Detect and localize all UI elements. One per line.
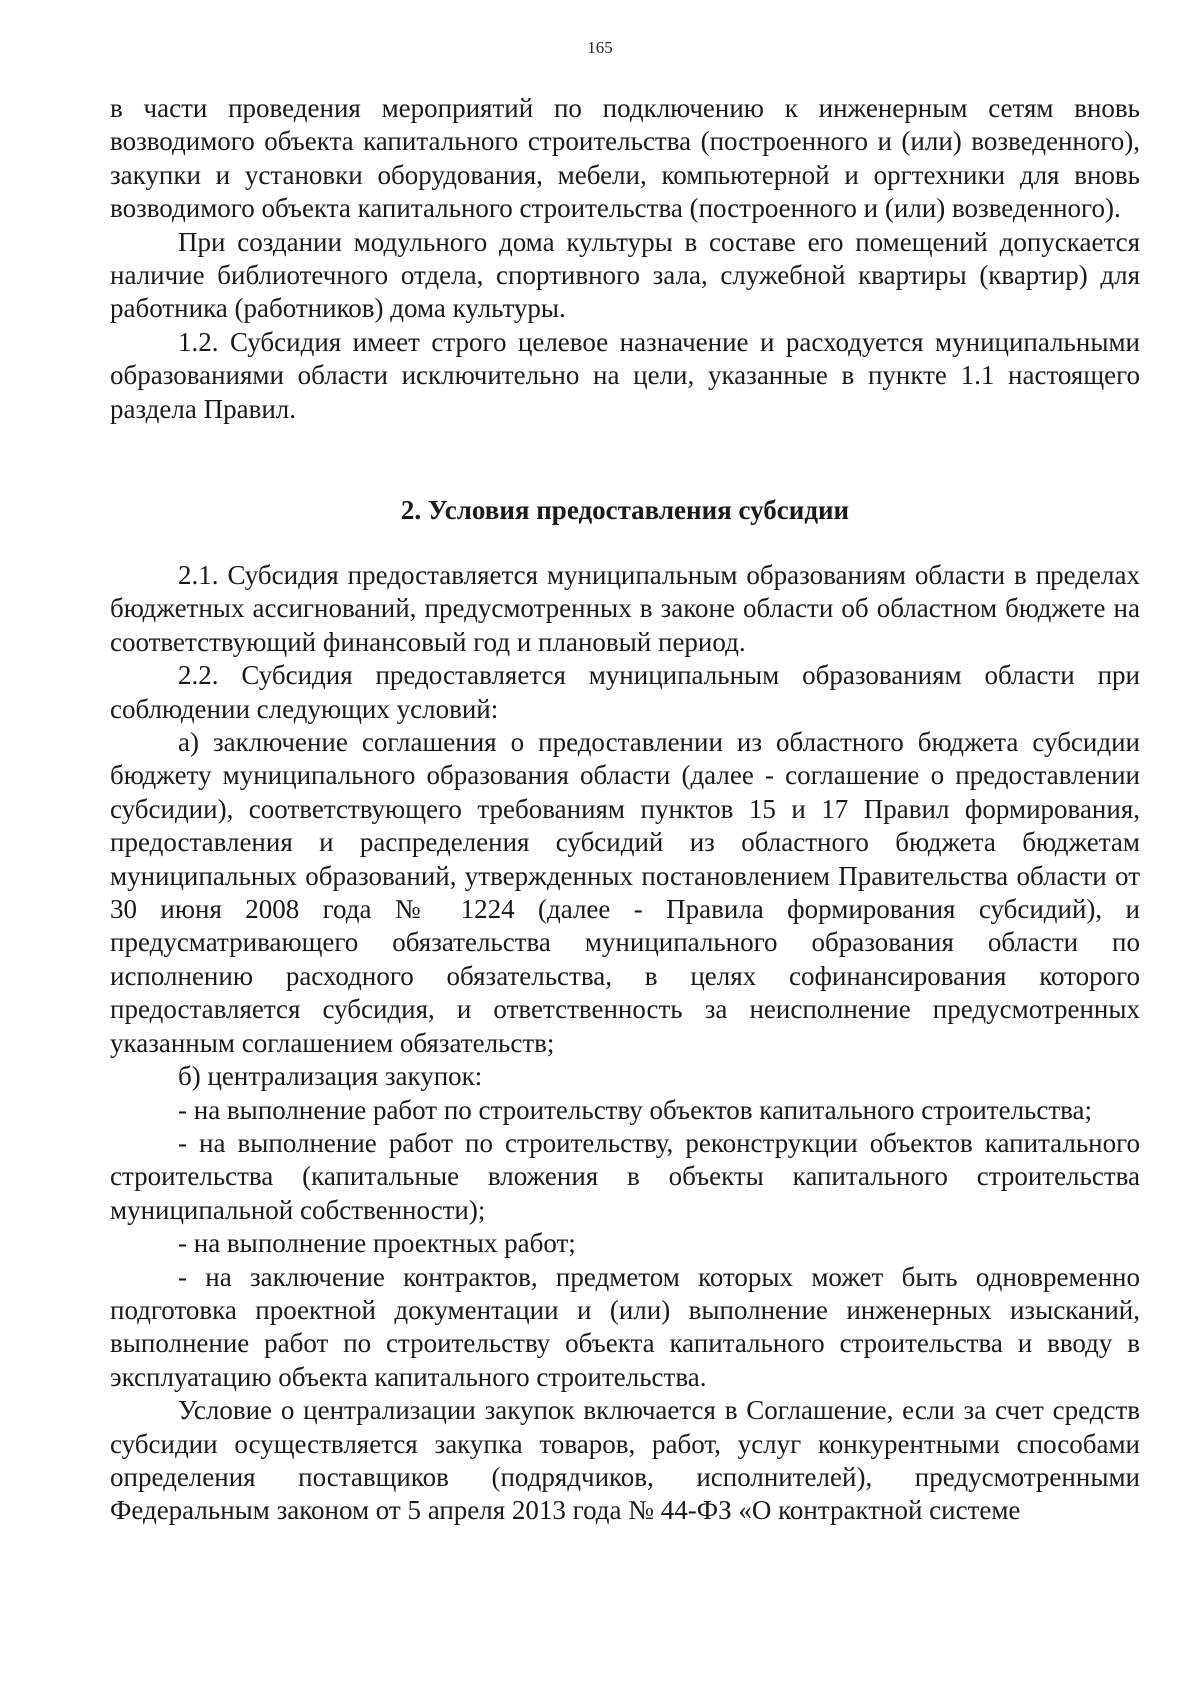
list-item: - на выполнение проектных работ; <box>178 1228 576 1259</box>
paragraph: а) заключение соглашения о предоставлении из областного бюджета субсидии бюджету муниципального образования области (далее - соглашение о предоставлении субсидии), соответствующего требованиям пунктов 15 и 17 Правил формирования, предоставления и распределения субсидий из областного бюджета бюджетам муниципальных образований, утвержденных постановлением Правительства области от 30 июня 2008 года № 1224 (далее - Правила формирования субсидий), и предусматривающего обязательства муниципального образования области по исполнению расходного обязательства, в целях софинансирования которого предоставляется субсидия, и ответственность за неисполнение предусмотренных указанным соглашением обязательств; <box>110 727 1140 1058</box>
paragraph: При создании модульного дома культуры в составе его помещений допускается наличие библиотечного отдела, спортивного зала, служебной квартиры (квартир) для работника (работников) дома культуры. <box>110 226 1140 324</box>
paragraph: 2.2. Субсидия предоставляется муниципальным образованиям области при соблюдении следующих условий: <box>110 660 1140 724</box>
paragraph: в части проведения мероприятий по подключению к инженерным сетям вновь возводимого объекта капитального строительства (построенного и (или) возведенного), закупки и установки оборудования, мебели, компьютерной и оргтехники для вновь возводимого объекта капитального строительства (построенного и (или) возведенного). <box>110 93 1140 224</box>
section-heading: 2. Условия предоставления субсидии <box>400 495 850 525</box>
list-item: - на заключение контрактов, предметом которых может быть одновременно подготовка проектной документации и (или) выполнение инженерных изысканий, выполнение работ по строительству объекта капитального строительства и вводу в эксплуатацию объекта капитального строительства. <box>110 1261 1140 1392</box>
paragraph: 2.1. Субсидия предоставляется муниципальным образованиям области в пределах бюджетных ассигнований, предусмотренных в законе области об областном бюджете на соответствующий финансовый год и плановый период. <box>110 560 1140 657</box>
page-number: 165 <box>587 38 613 57</box>
list-item: - на выполнение работ по строительству, реконструкции объектов капитального строительства (капитальные вложения в объекты капитального строительства муниципальной собственности); <box>110 1127 1140 1225</box>
list-item: б) централизация закупок: <box>178 1061 483 1092</box>
paragraph: Условие о централизации закупок включается в Соглашение, если за счет средств субсидии осуществляется закупка товаров, работ, услуг конкурентными способами определения поставщиков (подрядчиков, исполнителей), предусмотренными Федеральным законом от 5 апреля 2013 года № 44-ФЗ «О контрактной системе <box>110 1395 1140 1526</box>
list-item: - на выполнение работ по строительству объектов капитального строительства; <box>178 1094 1093 1125</box>
top-text-block <box>110 92 1140 426</box>
paragraph: 1.2. Субсидия имеет строго целевое назначение и расходуется муниципальными образованиями области исключительно на цели, указанные в пункте 1.1 настоящего раздела Правил. <box>110 326 1140 424</box>
bottom-text-block <box>110 559 1140 1528</box>
